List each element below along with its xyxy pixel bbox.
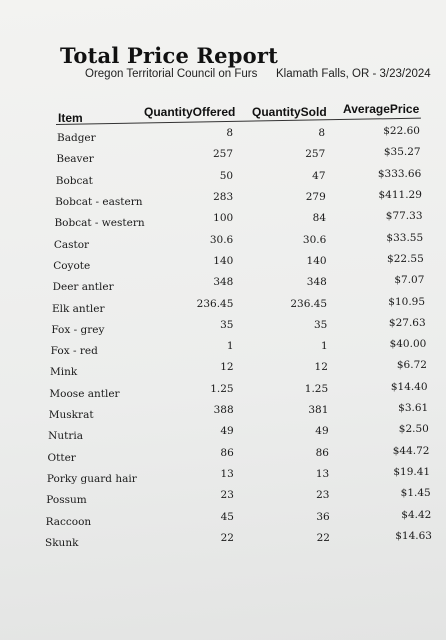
quantity-sold: 84 [312,212,327,225]
location-date: Klamath Falls, OR - 3/23/2024 [276,68,431,80]
average-price: $22.60 [383,125,420,137]
quantity-sold: 236.45 [290,297,328,310]
average-price: $333.66 [377,167,422,180]
average-price: $44.72 [392,444,430,457]
quantity-sold: 47 [312,169,326,182]
average-price: $77.33 [385,210,423,223]
quantity-sold: 279 [305,190,326,203]
average-price: $3.61 [398,402,429,415]
item-name: Possum [46,494,87,507]
item-name: Fox - grey [51,323,105,336]
item-name: Coyote [53,259,91,272]
average-price: $6.72 [396,359,427,372]
quantity-offered: 348 [213,276,234,289]
quantity-sold: 1 [320,340,328,353]
item-name: Raccoon [45,515,92,528]
item-name: Porky guard hair [46,473,137,486]
quantity-offered: 12 [220,361,234,374]
quantity-offered: 1.25 [210,382,234,395]
quantity-sold: 30.6 [302,233,327,246]
quantity-sold: 8 [318,127,325,139]
average-price: $35.27 [383,146,421,159]
item-name: Deer antler [52,281,114,294]
average-price: $1.45 [400,487,431,500]
header-quantity-offered: QuantityOffered [144,105,236,119]
item-name: Mink [50,366,78,379]
average-price: $14.40 [390,380,428,393]
quantity-offered: 8 [226,127,233,139]
item-name: Nutria [48,430,83,443]
average-price: $2.50 [398,423,429,436]
item-name: Fox - red [50,345,98,358]
quantity-offered: 140 [213,254,234,267]
quantity-offered: 283 [213,190,234,203]
average-price: $33.55 [386,231,424,244]
average-price: $7.07 [394,274,425,287]
item-name: Moose antler [49,387,120,400]
organization-name: Oregon Territorial Council on Furs [85,68,258,80]
quantity-sold: 13 [315,468,330,481]
quantity-offered: 30.6 [209,233,234,246]
item-name: Otter [47,451,76,464]
average-price: $22.55 [387,252,424,265]
item-name: Beaver [56,153,94,166]
quantity-offered: 100 [213,212,234,225]
quantity-sold: 257 [305,148,326,161]
average-price: $19.41 [393,466,431,479]
quantity-sold: 35 [313,318,328,331]
item-name: Elk antler [51,302,105,315]
average-price: $27.63 [388,316,426,329]
quantity-sold: 22 [316,532,330,544]
quantity-offered: 23 [220,489,234,502]
header-average-price: AveragePrice [343,102,420,116]
quantity-sold: 140 [306,254,327,267]
item-name: Bobcat - eastern [55,195,143,208]
item-name: Bobcat - western [54,217,145,230]
item-name: Muskrat [48,409,94,422]
average-price: $14.63 [395,530,432,542]
quantity-offered: 388 [213,404,234,417]
quantity-offered: 257 [213,148,234,161]
quantity-sold: 12 [314,361,328,374]
quantity-sold: 381 [308,404,329,417]
item-name: Castor [53,238,90,251]
quantity-offered: 86 [220,446,234,459]
quantity-sold: 36 [316,510,330,523]
item-name: Skunk [45,537,79,549]
quantity-offered: 50 [219,169,234,182]
quantity-sold: 1.25 [304,382,329,395]
header-item: Item [58,111,83,125]
report-title: Total Price Report [60,43,278,68]
average-price: $4.42 [401,508,432,521]
item-name: Bobcat [55,174,93,187]
quantity-offered: 45 [220,510,234,523]
quantity-sold: 86 [315,446,329,459]
quantity-sold: 23 [316,489,330,502]
quantity-offered: 236.45 [196,297,234,310]
quantity-offered: 49 [220,425,234,438]
average-price: $411.29 [378,188,422,201]
average-price: $10.95 [388,295,426,308]
item-name: Badger [57,132,96,144]
quantity-offered: 13 [220,468,234,481]
average-price: $40.00 [389,338,427,351]
quantity-sold: 348 [306,276,327,289]
quantity-offered: 22 [220,532,234,544]
quantity-offered: 35 [220,318,234,331]
quantity-offered: 1 [226,340,234,353]
header-quantity-sold: QuantitySold [252,105,327,119]
quantity-sold: 49 [315,425,329,438]
